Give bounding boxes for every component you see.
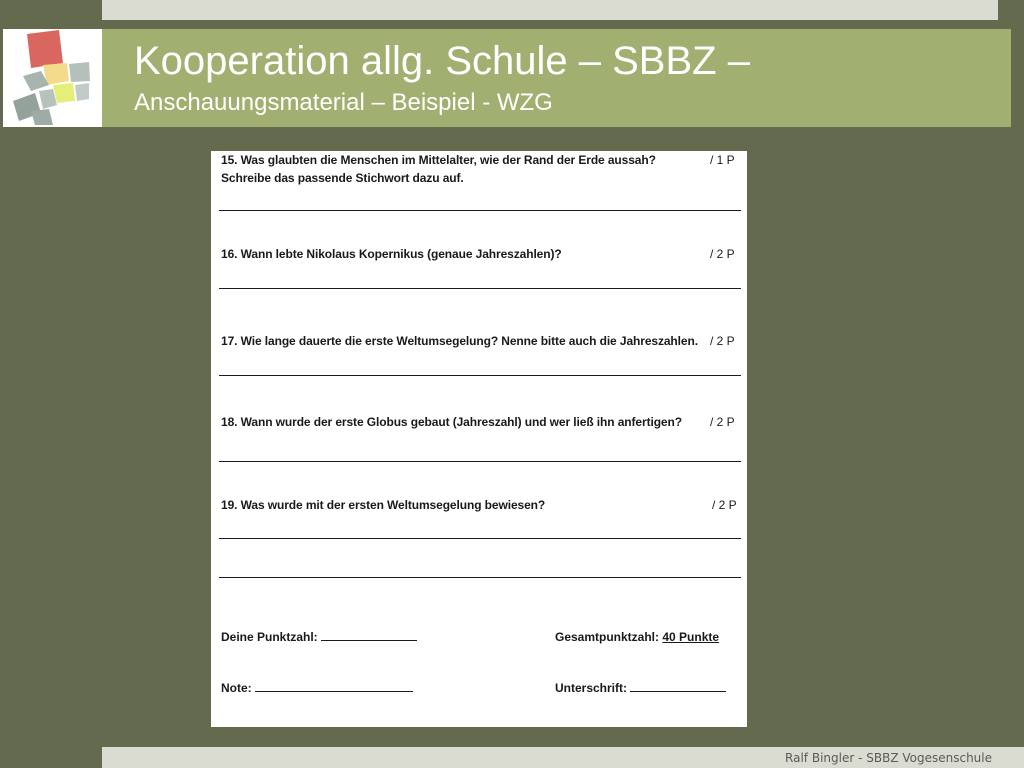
- question-19-points: / 2 P: [712, 498, 737, 512]
- question-16: 16. Wann lebte Nikolaus Kopernikus (genaue Jahreszahlen)?: [221, 247, 562, 261]
- grade-blank: [255, 681, 413, 692]
- answer-line: [219, 375, 741, 376]
- answer-line: [219, 210, 741, 211]
- answer-line: [219, 461, 741, 462]
- answer-line: [219, 288, 741, 289]
- logo: [3, 29, 102, 127]
- total-value: 40 Punkte: [662, 630, 720, 644]
- score-blank: [321, 630, 417, 641]
- answer-line: [219, 577, 741, 578]
- total-label: Gesamtpunktzahl:: [555, 630, 660, 644]
- answer-line: [219, 538, 741, 539]
- signature-blank: [630, 681, 726, 692]
- question-15: 15. Was glaubten die Menschen im Mittelalter, wie der Rand der Erde aussah?: [221, 153, 656, 167]
- question-19: 19. Was wurde mit der ersten Weltumsegelung bewiesen?: [221, 498, 546, 512]
- question-18-points: / 2 P: [710, 415, 735, 429]
- grade-label: Note:: [221, 681, 252, 695]
- slide-title: Kooperation allg. Schule – SBBZ –: [134, 39, 750, 83]
- worksheet-image: [211, 151, 747, 727]
- top-bar: [102, 0, 998, 20]
- slide-subtitle: Anschauungsmaterial – Beispiel - WZG: [134, 89, 553, 116]
- signature-label: Unterschrift:: [555, 681, 628, 695]
- score-field: [221, 630, 417, 644]
- score-label: Deine Punktzahl:: [221, 630, 318, 644]
- question-17: 17. Wie lange dauerte die erste Weltumsegelung? Nenne bitte auch die Jahreszahlen.: [221, 334, 698, 348]
- total-score: [555, 630, 719, 644]
- footer-bar: [102, 747, 1024, 768]
- title-band: [102, 29, 1011, 127]
- question-17-points: / 2 P: [710, 334, 735, 348]
- grade-field: [221, 681, 413, 695]
- footer-text: Ralf Bingler - SBBZ Vogesenschule: [785, 751, 992, 765]
- question-15-points: / 1 P: [710, 153, 735, 167]
- mosaic-logo-icon: [3, 29, 102, 127]
- signature-field: [555, 681, 726, 695]
- question-16-points: / 2 P: [710, 247, 735, 261]
- question-18: 18. Wann wurde der erste Globus gebaut (Jahreszahl) und wer ließ ihn anfertigen?: [221, 415, 682, 429]
- question-15-line2: Schreibe das passende Stichwort dazu auf.: [221, 171, 464, 185]
